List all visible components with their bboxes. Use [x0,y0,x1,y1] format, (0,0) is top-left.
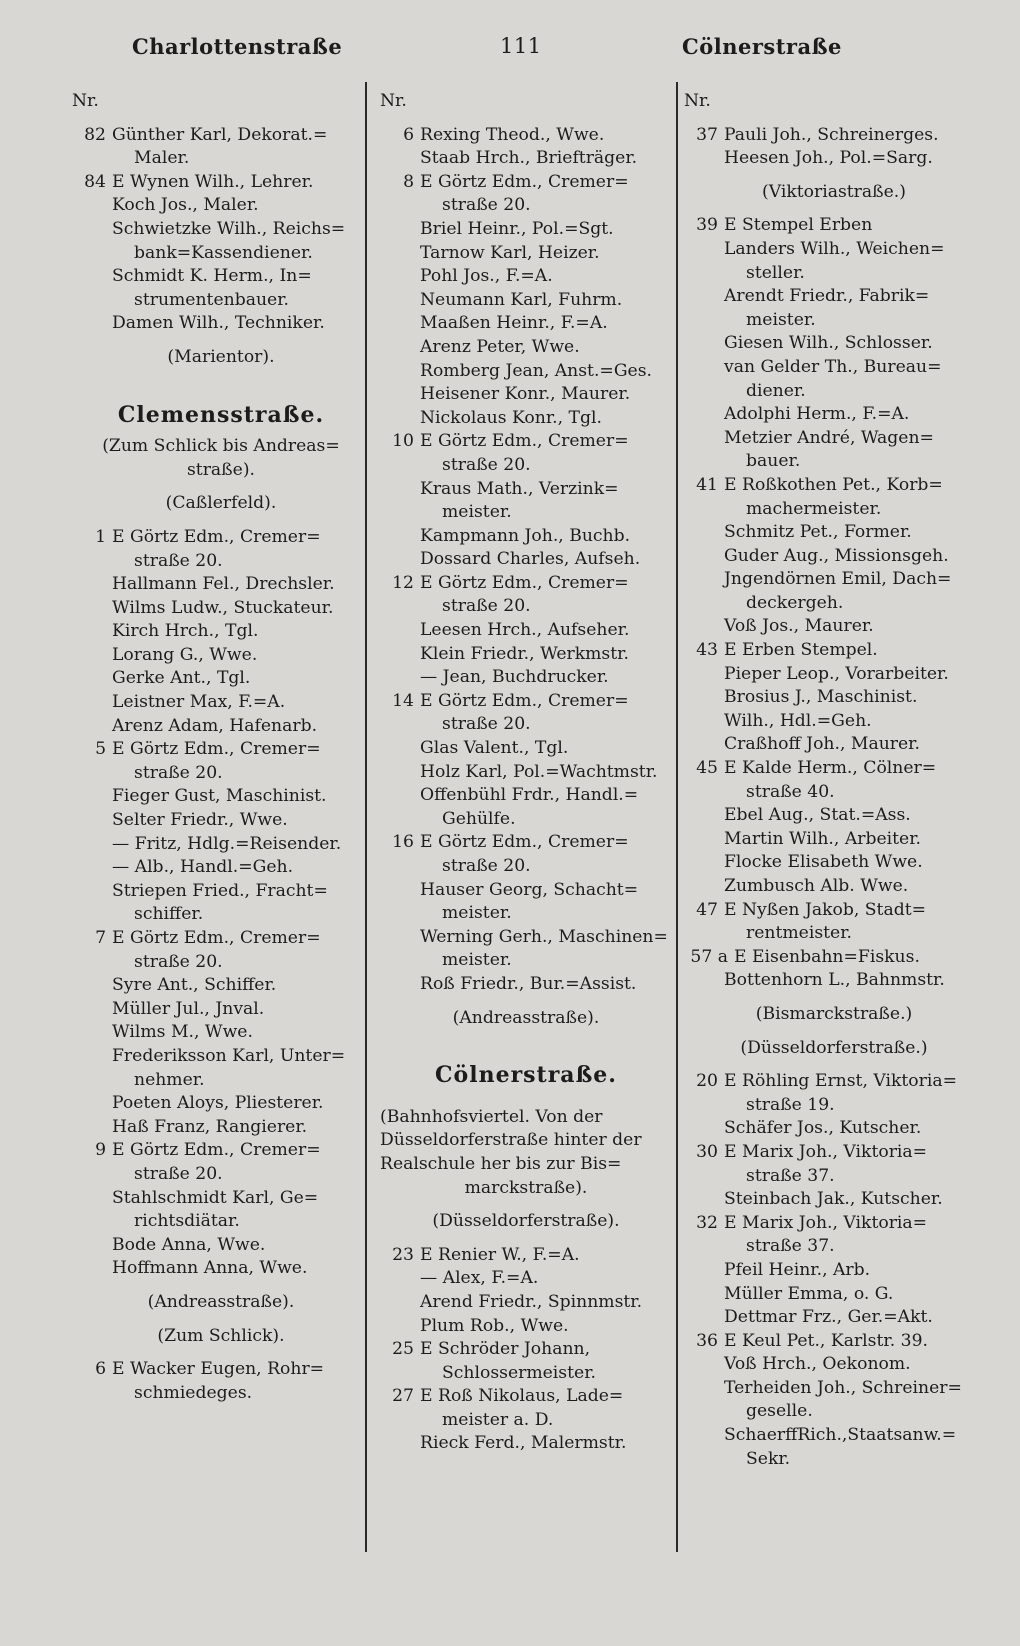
resident-entry: Adolphi Herm., F.=A. [724,404,910,425]
entry-continuation: strumentenbauer. [134,289,289,310]
house-number: 9 [95,1140,106,1161]
resident-entry: SchaerffRich.,Staatsanw.= [724,1425,957,1446]
resident-entry: Tarnow Karl, Heizer. [420,242,600,263]
page-number: 111 [500,34,542,58]
house-number: 16 [392,832,414,853]
entry-continuation: straße 20. [442,714,531,735]
entry-text: E Schröder Johann, [420,1339,591,1360]
entry-continuation: bank=Kassendiener. [134,242,313,263]
resident-entry: — Alex, F.=A. [420,1268,539,1289]
resident-entry: Brosius J., Maschinist. [724,687,918,708]
street-note: marckstraße). [464,1177,588,1198]
house-number: 25 [392,1339,414,1360]
house-entry [72,1358,370,1382]
house-entry [684,946,984,970]
spacer [684,1027,984,1037]
resident-entry: Rieck Ferd., Malermstr. [420,1433,627,1454]
resident-entry: Steinbach Jak., Kutscher. [724,1189,943,1210]
resident-entry: Kirch Hrch., Tgl. [112,621,259,642]
resident-entry: Staab Hrch., Briefträger. [420,148,638,169]
street-description: (Bahnhofsviertel. Von der [380,1106,603,1127]
entry-text: E Kalde Herm., Cölner= [724,758,937,779]
house-entry [684,899,984,923]
resident-entry: Heesen Joh., Pol.=Sarg. [724,148,933,169]
house-number: 41 [696,474,718,495]
resident-entry: Selter Friedr., Wwe. [112,810,288,831]
resident-entry: Pieper Leop., Vorarbeiter. [724,663,949,684]
resident-entry: Poeten Aloys, Pliesterer. [112,1093,324,1114]
house-number: 10 [392,431,414,452]
house-entry [72,124,370,148]
entry-text: E Görtz Edm., Cremer= [112,739,321,760]
street-note: (Marientor). [167,346,275,367]
resident-entry: Hoffmann Anna, Wwe. [112,1258,308,1279]
resident-entry: Dossard Charles, Aufseh. [420,549,641,570]
column-3 [684,90,984,1471]
spacer [380,1096,672,1106]
resident-entry: Nickolaus Konr., Tgl. [420,407,602,428]
resident-entry: Voß Jos., Maurer. [724,616,874,637]
resident-entry: Arend Friedr., Spinnmstr. [420,1291,643,1312]
entry-continuation: straße 37. [746,1236,835,1257]
resident-entry: Bottenhorn L., Bahnmstr. [724,970,945,991]
street-note: (Caßlerfeld). [165,493,277,514]
house-entry [684,1141,984,1165]
resident-entry: Koch Jos., Maler. [112,195,259,216]
spacer [72,114,370,124]
house-entry [684,1330,984,1354]
entry-text: E Erben Stempel. [724,640,878,661]
house-number: 14 [392,690,414,711]
house-number: 32 [696,1212,718,1233]
house-number: 7 [95,928,106,948]
entry-text: E Stempel Erben [724,215,873,236]
street-note: (Zum Schlick). [157,1325,285,1346]
house-entry [684,214,984,238]
street-description: Düsseldorferstraße hinter der [380,1130,642,1151]
house-entry [380,831,672,855]
resident-entry: Pfeil Heinr., Arb. [724,1259,871,1280]
house-number: 45 [696,758,718,779]
spacer [72,482,370,492]
street-description: Realschule her bis zur Bis= [380,1153,622,1174]
entry-continuation: schiffer. [134,904,204,925]
resident-entry: Syre Ant., Schiffer. [112,975,277,996]
resident-entry: Fieger Gust, Maschinist. [112,786,327,807]
column-header: Nr. [380,91,407,111]
entry-continuation: Schlossermeister. [442,1362,596,1383]
resident-entry: Guder Aug., Missionsgeh. [724,545,949,566]
column-1 [72,90,370,1405]
entry-text: E Marix Joh., Viktoria= [724,1141,928,1162]
spacer [380,1234,672,1244]
running-head-left: Charlottenstraße [132,34,343,59]
entry-continuation: straße 20. [442,856,531,876]
entry-text: Rexing Theod., Wwe. [420,124,605,145]
entry-text: E Röhling Ernst, Viktoria= [724,1071,958,1092]
house-number: 43 [696,640,718,661]
entry-continuation: Sekr. [746,1448,791,1469]
house-entry [684,1212,984,1236]
house-entry [684,639,984,663]
spacer [684,1060,984,1070]
resident-entry: Arendt Friedr., Fabrik= [724,286,930,307]
house-number: 57 a [690,946,728,967]
entry-continuation: meister. [442,502,512,523]
house-entry [684,474,984,498]
resident-entry: Kampmann Joh., Buchb. [420,525,631,546]
house-number: 37 [696,124,718,145]
spacer [72,1348,370,1358]
house-entry [72,171,370,195]
resident-entry: Ebel Aug., Stat.=Ass. [724,805,911,826]
entry-text: E Görtz Edm., Cremer= [112,1140,321,1161]
entry-continuation: rentmeister. [746,923,853,944]
resident-entry: Schwietzke Wilh., Reichs= [112,218,346,239]
column-divider-2 [676,82,678,1552]
running-head-right: Cölnerstraße [682,34,842,59]
street-note: (Zum Schlick bis Andreas= [102,436,340,457]
entry-text: E Görtz Edm., Cremer= [112,526,321,547]
spacer [72,1315,370,1325]
entry-text: E Wacker Eugen, Rohr= [112,1359,325,1380]
entry-text: E Renier W., F.=A. [420,1244,580,1265]
resident-entry: Maaßen Heinr., F.=A. [420,313,608,334]
spacer [380,1200,672,1210]
spacer [684,993,984,1003]
entry-text: E Wynen Wilh., Lehrer. [112,171,314,192]
entry-text: E Nyßen Jakob, Stadt= [724,899,927,920]
house-entry [380,124,672,148]
entry-text: E Eisenbahn=Fiskus. [734,946,920,967]
entry-continuation: straße 20. [442,596,531,617]
entry-continuation: straße 20. [134,1163,223,1184]
resident-entry: Schmitz Pet., Former. [724,522,912,543]
house-entry [684,757,984,781]
entry-text: E Görtz Edm., Cremer= [420,431,629,452]
entry-continuation: straße 37. [746,1165,835,1186]
entry-continuation: richtsdiätar. [134,1211,240,1232]
house-entry [380,1338,672,1362]
house-entry [380,171,672,195]
house-entry [380,1244,672,1268]
resident-entry: Flocke Elisabeth Wwe. [724,852,923,873]
entry-continuation: diener. [746,380,806,401]
resident-entry: Jngendörnen Emil, Dach= [724,569,952,590]
resident-entry: — Alb., Handl.=Geh. [112,857,294,878]
entry-continuation: nehmer. [134,1069,205,1090]
resident-entry: Schmidt K. Herm., In= [112,266,312,287]
spacer [72,336,370,346]
entry-text: E Roß Nikolaus, Lade= [420,1386,624,1407]
entry-text: E Görtz Edm., Cremer= [420,171,629,192]
resident-entry: Arenz Peter, Wwe. [420,336,580,357]
resident-entry: Wilms Ludw., Stuckateur. [112,597,334,618]
entry-continuation: straße 20. [134,550,223,571]
house-number: 20 [696,1071,718,1092]
column-header: Nr. [684,91,711,111]
resident-entry: Müller Emma, o. G. [724,1283,894,1304]
house-entry [72,1139,370,1163]
street-note: (Viktoriastraße.) [762,181,906,202]
house-entry [72,526,370,550]
resident-entry: Voß Hrch., Oekonom. [724,1354,911,1375]
resident-entry: Romberg Jean, Anst.=Ges. [420,360,653,381]
entry-text: E Marix Joh., Viktoria= [724,1212,928,1233]
resident-entry: Damen Wilh., Techniker. [112,313,325,334]
house-entry [684,124,984,148]
entry-continuation: straße 40. [746,781,835,802]
entry-continuation: meister. [746,309,816,330]
entry-text: E Görtz Edm., Cremer= [112,928,321,948]
house-number: 30 [696,1141,718,1162]
entry-continuation: steller. [746,262,805,283]
entry-continuation: straße 20. [134,951,223,972]
spacer [72,1281,370,1291]
street-heading: Cölnerstraße. [435,1062,617,1089]
house-number: 36 [696,1330,718,1351]
spacer [684,114,984,124]
resident-entry: Craßhoff Joh., Maurer. [724,734,920,755]
entry-continuation: straße 20. [442,195,531,216]
street-note: (Andreasstraße). [452,1007,600,1028]
resident-entry: Kraus Math., Verzink= [420,478,619,499]
street-note: (Bismarckstraße.) [755,1003,913,1024]
resident-entry: Heisener Konr., Maurer. [420,384,631,405]
resident-entry: Giesen Wilh., Schlosser. [724,333,933,354]
house-number: 8 [403,171,414,192]
resident-entry: Arenz Adam, Hafenarb. [112,715,318,736]
resident-entry: Schäfer Jos., Kutscher. [724,1118,922,1139]
column-header: Nr. [72,91,99,111]
resident-entry: Neumann Karl, Fuhrm. [420,289,623,310]
spacer [684,204,984,214]
entry-continuation: straße 19. [746,1094,835,1115]
resident-entry: Plum Rob., Wwe. [420,1315,569,1336]
resident-entry: — Jean, Buchdrucker. [420,667,609,688]
entry-continuation: Gehülfe. [442,808,516,829]
resident-entry: Pohl Jos., F.=A. [420,266,553,287]
resident-entry: Dettmar Frz., Ger.=Akt. [724,1307,933,1328]
house-entry [380,430,672,454]
resident-entry: Bode Anna, Wwe. [112,1234,266,1255]
entry-text: E Görtz Edm., Cremer= [420,832,629,853]
resident-entry: Offenbühl Frdr., Handl.= [420,785,639,806]
entry-continuation: straße 20. [442,454,531,475]
entry-continuation: geselle. [746,1401,813,1422]
house-entry [380,690,672,714]
spacer [72,516,370,526]
spacer [380,997,672,1007]
entry-continuation: straße 20. [134,762,223,783]
resident-entry: Metzier André, Wagen= [724,427,934,448]
entry-text: E Roßkothen Pet., Korb= [724,474,943,495]
resident-entry: Stahlschmidt Karl, Ge= [112,1187,319,1208]
house-entry [684,1070,984,1094]
resident-entry: Haß Franz, Rangierer. [112,1116,308,1137]
resident-entry: Landers Wilh., Weichen= [724,238,945,259]
entry-text: E Görtz Edm., Cremer= [420,572,629,593]
house-number: 39 [696,215,718,236]
house-number: 6 [403,124,414,145]
spacer [684,171,984,181]
house-number: 84 [84,171,106,192]
resident-entry: Leesen Hrch., Aufseher. [420,620,630,641]
resident-entry: Wilh., Hdl.=Geh. [724,710,872,731]
street-note: (Andreasstraße). [147,1291,295,1312]
spacer [380,1030,672,1050]
entry-continuation: meister. [442,950,512,971]
resident-entry: Werning Gerh., Maschinen= [420,926,668,947]
resident-entry: Roß Friedr., Bur.=Assist. [420,973,637,994]
resident-entry: Leistner Max, F.=A. [112,692,286,713]
street-note: (Düsseldorferstraße). [432,1211,620,1232]
street-note: (Düsseldorferstraße.) [740,1037,928,1058]
resident-entry: Hallmann Fel., Drechsler. [112,574,335,595]
resident-entry: Lorang G., Wwe. [112,644,258,665]
entry-continuation: meister a. D. [442,1409,554,1430]
entry-continuation: Maler. [134,148,190,169]
house-entry [380,572,672,596]
house-number: 27 [392,1386,414,1407]
resident-entry: Holz Karl, Pol.=Wachtmstr. [420,761,658,782]
entry-continuation: bauer. [746,451,801,472]
house-number: 82 [84,124,106,145]
entry-continuation: schmiedeges. [134,1382,253,1403]
resident-entry: — Fritz, Hdlg.=Reisender. [112,833,342,854]
column-2 [380,90,672,1456]
resident-entry: Klein Friedr., Werkmstr. [420,643,629,664]
spacer [72,370,370,390]
entry-text: E Görtz Edm., Cremer= [420,690,629,711]
resident-entry: Terheiden Joh., Schreiner= [724,1377,962,1398]
entry-continuation: meister. [442,903,512,924]
resident-entry: Wilms M., Wwe. [112,1022,253,1043]
resident-entry: van Gelder Th., Bureau= [724,356,942,377]
resident-entry: Gerke Ant., Tgl. [112,668,251,689]
street-note: straße). [186,459,255,480]
entry-continuation: machermeister. [746,498,882,519]
resident-entry: Zumbusch Alb. Wwe. [724,876,909,896]
house-number: 6 [95,1359,106,1380]
resident-entry: Martin Wilh., Arbeiter. [724,828,921,849]
house-entry [72,927,370,951]
house-number: 23 [392,1244,414,1265]
entry-continuation: deckergeh. [746,592,844,613]
house-entry [380,1385,672,1409]
house-number: 47 [696,899,718,920]
entry-text: E Keul Pet., Karlstr. 39. [724,1330,928,1351]
resident-entry: Striepen Fried., Fracht= [112,880,328,901]
resident-entry: Briel Heinr., Pol.=Sgt. [420,218,614,239]
house-number: 12 [392,572,414,593]
spacer [380,114,672,124]
house-number: 5 [95,739,106,760]
entry-text: Günther Karl, Dekorat.= [112,124,328,145]
resident-entry: Müller Jul., Jnval. [112,998,265,1019]
house-number: 1 [95,526,106,547]
resident-entry: Frederiksson Karl, Unter= [112,1045,346,1066]
resident-entry: Glas Valent., Tgl. [420,738,569,759]
street-heading: Clemensstraße. [117,401,325,428]
house-entry [72,738,370,762]
resident-entry: Hauser Georg, Schacht= [420,879,639,900]
entry-text: Pauli Joh., Schreinerges. [724,124,939,145]
